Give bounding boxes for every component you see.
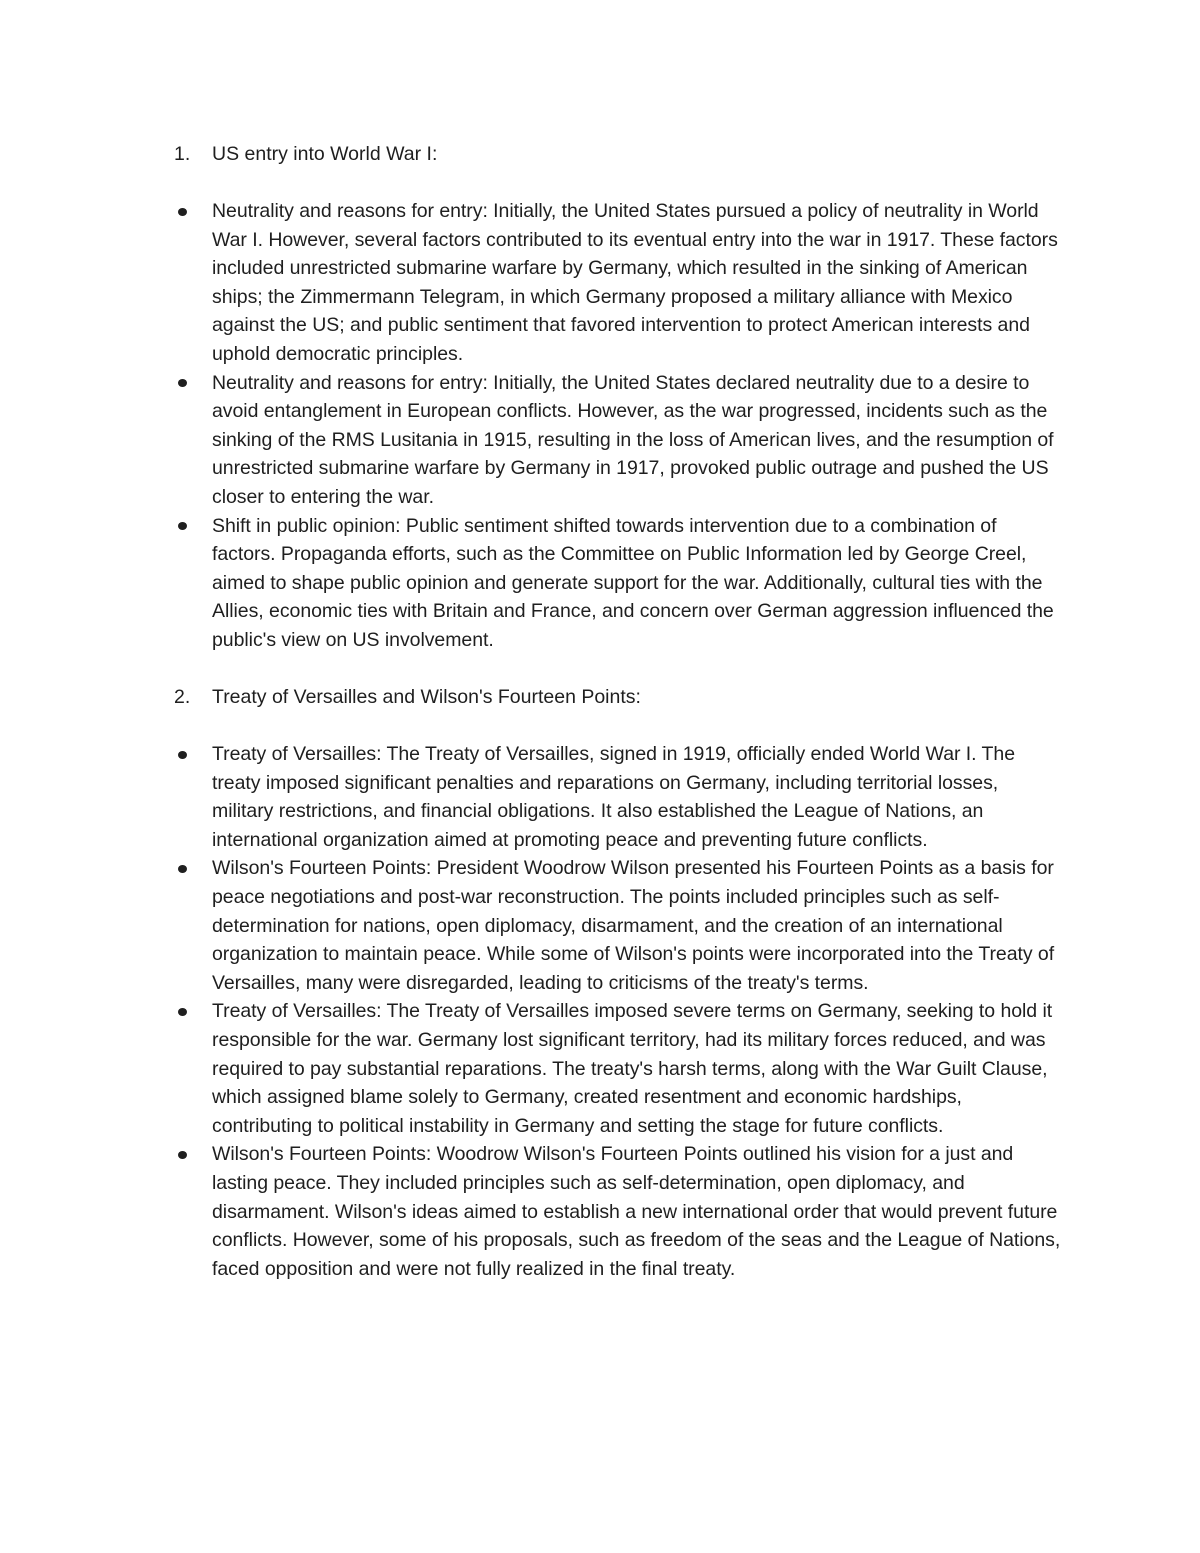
bullet-list bbox=[0, 197, 1200, 655]
bullet-text: Neutrality and reasons for entry: Initially, the United States pursued a policy of neutrality in World War I. However, several factors contributed to its eventual entry into the war in 1917. These factors included unrestricted submarine warfare by Germany, which resulted in the sinking of American ships; the Zimmermann Telegram, in which Germany proposed a military alliance with Mexico against the US; and public sentiment that favored intervention to protect American interests and uphold democratic principles. bbox=[212, 200, 1058, 365]
bullet-list bbox=[0, 740, 1200, 1283]
section-us-entry bbox=[0, 140, 1200, 651]
bullet-text: Shift in public opinion: Public sentiment shifted towards intervention due to a combination of factors. Propaganda efforts, such as the Committee on Public Information led by George Creel, aimed to shape public opinion and generate support for the war. Additionally, cultural ties with the Allies, economic ties with Britain and France, and concern over German aggression influenced the public's view on US involvement. bbox=[212, 514, 1054, 651]
section-heading bbox=[0, 683, 1200, 712]
bullet-text: Neutrality and reasons for entry: Initially, the United States declared neutrality due to a desire to avoid entanglement in European conflicts. However, as the war progressed, incidents such as the sinking of the RMS Lusitania in 1915, resulting in the loss of American lives, and the resumption of unrestricted submarine warfare by Germany in 1917, provoked public outrage and pushed the US closer to entering the war. bbox=[212, 371, 1054, 508]
bullet-text: Wilson's Fourteen Points: Woodrow Wilson's Fourteen Points outlined his vision for a just and lasting peace. They included principles such as self-determination, open diplomacy, and disarmament. Wilson's ideas aimed to establish a new international order that would prevent future conflicts. However, some of his proposals, such as freedom of the seas and the League of Nations, faced opposition and were not fully realized in the final treaty. bbox=[212, 1143, 1061, 1280]
list-item bbox=[0, 854, 1200, 997]
section-title: Treaty of Versailles and Wilson's Fourteen Points: bbox=[212, 686, 641, 708]
list-item bbox=[0, 512, 1200, 655]
section-number: 1. bbox=[174, 143, 191, 165]
bullet-icon bbox=[178, 751, 187, 759]
list-item bbox=[0, 197, 1200, 369]
list-item bbox=[0, 1140, 1200, 1283]
list-item bbox=[0, 369, 1200, 512]
bullet-text: Wilson's Fourteen Points: President Woodrow Wilson presented his Fourteen Points as a basis for peace negotiations and post-war reconstruction. The points included principles such as self-determination for nations, open diplomacy, disarmament, and the creation of an international organization to maintain peace. While some of Wilson's points were incorporated into the Treaty of Versailles, many were disregarded, leading to criticisms of the treaty's terms. bbox=[212, 857, 1055, 994]
bullet-icon bbox=[178, 1008, 187, 1016]
section-title: US entry into World War I: bbox=[212, 143, 438, 165]
section-number: 2. bbox=[174, 686, 191, 708]
bullet-text: Treaty of Versailles: The Treaty of Versailles imposed severe terms on Germany, seeking to hold it responsible for the war. Germany lost significant territory, had its military forces reduced, and was required to pay substantial reparations. The treaty's harsh terms, along with the War Guilt Clause, which assigned blame solely to Germany, created resentment and economic hardships, contributing to political instability in Germany and setting the stage for future conflicts. bbox=[212, 1000, 1053, 1137]
bullet-icon bbox=[178, 208, 187, 216]
bullet-icon bbox=[178, 1151, 187, 1159]
bullet-icon bbox=[178, 522, 187, 530]
bullet-icon bbox=[178, 865, 187, 873]
list-item bbox=[0, 997, 1200, 1140]
list-item bbox=[0, 740, 1200, 854]
bullet-icon bbox=[178, 379, 187, 387]
section-treaty-versailles bbox=[0, 683, 1200, 1280]
bullet-text: Treaty of Versailles: The Treaty of Versailles, signed in 1919, officially ended World War I. The treaty imposed significant penalties and reparations on Germany, including territorial losses, military restrictions, and financial obligations. It also established the League of Nations, an international organization aimed at promoting peace and preventing future conflicts. bbox=[212, 743, 1016, 851]
section-heading bbox=[0, 140, 1200, 169]
